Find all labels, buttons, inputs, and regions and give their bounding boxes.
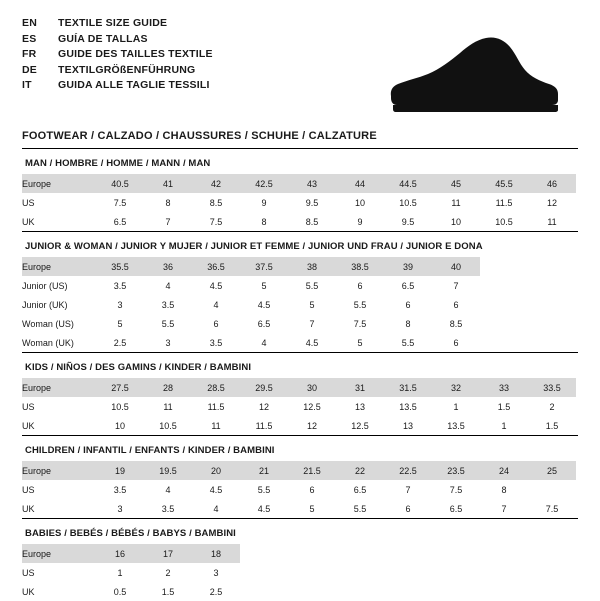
size-cell: 11 <box>547 216 557 227</box>
size-cell: 36.5 <box>192 257 240 276</box>
section-title: JUNIOR & WOMAN / JUNIOR Y MUJER / JUNIOR ET FEMME / JUNIOR UND FRAU / JUNIOR E DONA <box>25 241 483 252</box>
size-cell: 7 <box>453 280 459 291</box>
size-section <box>22 148 578 231</box>
size-cell: 12.5 <box>351 420 369 431</box>
size-cell: 10.5 <box>495 216 513 227</box>
size-cell: 10 <box>450 216 461 227</box>
row-label: Junior (UK) <box>22 299 68 310</box>
size-section <box>22 231 578 352</box>
size-cell: 12 <box>546 197 557 208</box>
size-table <box>22 378 576 435</box>
size-cell: 33 <box>480 378 528 397</box>
table-row <box>22 397 576 416</box>
size-cell: 7 <box>405 484 411 495</box>
language-code: EN <box>22 17 37 29</box>
size-cell: 4.5 <box>305 337 319 348</box>
size-cell: 46 <box>528 174 576 193</box>
size-cell: 1 <box>453 401 459 412</box>
size-cell: 27.5 <box>96 378 144 397</box>
size-cell: 12 <box>258 401 269 412</box>
section-title: KIDS / NIÑOS / DES GAMINS / KINDER / BAMBINI <box>25 362 252 373</box>
table-row <box>22 544 240 563</box>
size-cell: 9.5 <box>305 197 319 208</box>
size-cell: 2.5 <box>209 586 223 597</box>
size-cell: 6.5 <box>113 216 127 227</box>
size-cell: 8 <box>165 197 171 208</box>
size-cell: 21 <box>240 461 288 480</box>
language-title: GUIDA ALLE TAGLIE TESSILI <box>58 79 210 91</box>
language-row <box>22 63 213 79</box>
row-label: Woman (UK) <box>22 337 74 348</box>
size-cell: 24 <box>480 461 528 480</box>
size-cell: 39 <box>384 257 432 276</box>
size-cell: 23.5 <box>432 461 480 480</box>
size-cell: 10 <box>114 420 125 431</box>
table-row <box>22 582 240 601</box>
size-cell: 17 <box>144 544 192 563</box>
size-cell: 9 <box>357 216 363 227</box>
size-cell: 10.5 <box>159 420 177 431</box>
size-cell: 20 <box>192 461 240 480</box>
size-cell: 16 <box>96 544 144 563</box>
language-row <box>22 32 213 48</box>
size-cell: 6.5 <box>449 503 463 514</box>
size-cell: 4 <box>213 299 219 310</box>
size-cell: 1.5 <box>497 401 511 412</box>
row-label: Europe <box>22 461 96 480</box>
size-cell: 8 <box>405 318 411 329</box>
size-cell: 1 <box>501 420 507 431</box>
size-cell: 5 <box>261 280 267 291</box>
language-row <box>22 16 213 32</box>
size-cell: 3.5 <box>113 484 127 495</box>
table-row <box>22 416 576 435</box>
row-label: Europe <box>22 174 96 193</box>
row-label: UK <box>22 503 35 514</box>
size-cell: 9.5 <box>401 216 415 227</box>
size-table <box>22 174 576 231</box>
size-cell: 22 <box>336 461 384 480</box>
size-cell: 45.5 <box>480 174 528 193</box>
language-title: TEXTILE SIZE GUIDE <box>58 17 168 29</box>
document-header <box>22 16 578 117</box>
size-cell <box>528 480 576 499</box>
size-cell: 5.5 <box>305 280 319 291</box>
table-row <box>22 333 480 352</box>
section-title: MAN / HOMBRE / HOMME / MANN / MAN <box>25 158 211 169</box>
size-cell: 11 <box>211 420 221 431</box>
size-cell: 8 <box>261 216 267 227</box>
size-cell: 4 <box>165 484 171 495</box>
size-cell: 36 <box>144 257 192 276</box>
size-cell: 3.5 <box>209 337 223 348</box>
size-cell: 7.5 <box>353 318 367 329</box>
size-cell: 7.5 <box>449 484 463 495</box>
size-cell: 44 <box>336 174 384 193</box>
row-label: Europe <box>22 378 96 397</box>
size-cell: 43 <box>288 174 336 193</box>
language-row <box>22 47 213 63</box>
size-cell: 32 <box>432 378 480 397</box>
size-cell: 4.5 <box>257 503 271 514</box>
size-cell: 7.5 <box>209 216 223 227</box>
size-cell: 0.5 <box>113 586 127 597</box>
size-cell: 29.5 <box>240 378 288 397</box>
size-cell: 28 <box>144 378 192 397</box>
size-cell: 11.5 <box>495 197 513 208</box>
size-cell: 6 <box>453 299 459 310</box>
size-cell: 6 <box>405 503 411 514</box>
size-cell: 6 <box>453 337 459 348</box>
size-cell: 13 <box>402 420 413 431</box>
size-cell: 2.5 <box>113 337 127 348</box>
size-cell: 41 <box>144 174 192 193</box>
size-cell: 42 <box>192 174 240 193</box>
section-title: BABIES / BEBÉS / BÉBÉS / BABYS / BAMBINI <box>25 528 236 539</box>
row-label: Europe <box>22 257 96 276</box>
size-cell: 38.5 <box>336 257 384 276</box>
table-row <box>22 295 480 314</box>
language-code: FR <box>22 48 37 60</box>
row-label: US <box>22 401 35 412</box>
size-cell: 40.5 <box>96 174 144 193</box>
size-cell: 8 <box>501 484 507 495</box>
size-cell: 3 <box>117 503 123 514</box>
row-label: UK <box>22 586 35 597</box>
size-cell: 31.5 <box>384 378 432 397</box>
size-cell: 2 <box>549 401 555 412</box>
size-table <box>22 544 240 601</box>
size-cell: 5 <box>117 318 123 329</box>
size-cell: 18 <box>192 544 240 563</box>
language-code: DE <box>22 63 37 76</box>
size-cell: 35.5 <box>96 257 144 276</box>
size-cell: 4 <box>213 503 219 514</box>
row-label: UK <box>22 216 35 227</box>
size-cell: 2 <box>165 567 171 578</box>
table-row <box>22 276 480 295</box>
size-cell: 11 <box>451 197 461 208</box>
size-section <box>22 518 578 601</box>
size-cell: 8.5 <box>305 216 319 227</box>
size-cell: 11.5 <box>255 420 273 431</box>
size-cell: 5 <box>309 503 315 514</box>
row-label: Europe <box>22 544 96 563</box>
size-cell: 11.5 <box>207 401 225 412</box>
language-title: GUIDE DES TAILLES TEXTILE <box>58 48 213 60</box>
table-row <box>22 257 480 276</box>
size-cell: 8.5 <box>209 197 223 208</box>
row-label: US <box>22 197 35 208</box>
size-cell: 6 <box>309 484 315 495</box>
size-cell: 22.5 <box>384 461 432 480</box>
size-cell: 3.5 <box>113 280 127 291</box>
size-cell: 10.5 <box>111 401 129 412</box>
size-cell: 5.5 <box>353 299 367 310</box>
size-cell: 30 <box>288 378 336 397</box>
size-cell: 6.5 <box>401 280 415 291</box>
size-tables <box>22 148 578 601</box>
size-cell: 1.5 <box>545 420 559 431</box>
size-cell: 7 <box>309 318 315 329</box>
size-cell: 5 <box>357 337 363 348</box>
row-label: Junior (US) <box>22 280 68 291</box>
language-code: IT <box>22 79 32 91</box>
size-cell: 44.5 <box>384 174 432 193</box>
language-row <box>22 78 213 94</box>
row-label: US <box>22 484 35 495</box>
size-cell: 5 <box>309 299 315 310</box>
size-cell: 33.5 <box>528 378 576 397</box>
table-row <box>22 212 576 231</box>
size-cell: 12.5 <box>303 401 321 412</box>
size-cell: 19 <box>96 461 144 480</box>
size-cell: 7 <box>501 503 507 514</box>
size-cell: 3 <box>117 299 123 310</box>
size-cell: 38 <box>288 257 336 276</box>
size-cell: 13.5 <box>447 420 465 431</box>
size-cell: 10 <box>354 197 365 208</box>
table-row <box>22 314 480 333</box>
dress-shoe-silhouette-icon <box>384 34 560 117</box>
size-cell: 6 <box>213 318 219 329</box>
table-row <box>22 563 240 582</box>
size-cell: 10.5 <box>399 197 417 208</box>
size-section <box>22 435 578 518</box>
table-row <box>22 480 576 499</box>
size-cell: 8.5 <box>449 318 463 329</box>
table-row <box>22 193 576 212</box>
size-cell: 4.5 <box>209 484 223 495</box>
size-section <box>22 352 578 435</box>
size-cell: 37.5 <box>240 257 288 276</box>
table-row <box>22 174 576 193</box>
language-title: TEXTILGRÖßENFÜHRUNG <box>58 63 196 76</box>
table-row <box>22 378 576 397</box>
category-line: FOOTWEAR / CALZADO / CHAUSSURES / SCHUHE / CALZATURE <box>22 130 377 142</box>
size-cell: 5.5 <box>257 484 271 495</box>
size-cell: 5.5 <box>161 318 175 329</box>
size-cell: 4 <box>261 337 267 348</box>
language-title: GUÍA DE TALLAS <box>58 32 148 45</box>
size-cell: 45 <box>432 174 480 193</box>
size-cell: 31 <box>336 378 384 397</box>
row-label: US <box>22 567 35 578</box>
table-row <box>22 499 576 518</box>
size-cell: 3 <box>213 567 219 578</box>
size-cell: 25 <box>528 461 576 480</box>
size-table <box>22 257 480 352</box>
size-cell: 7.5 <box>545 503 559 514</box>
size-cell: 7.5 <box>113 197 127 208</box>
size-cell: 42.5 <box>240 174 288 193</box>
size-cell: 7 <box>165 216 171 227</box>
size-cell: 19.5 <box>144 461 192 480</box>
size-cell: 5.5 <box>353 503 367 514</box>
size-table <box>22 461 576 518</box>
section-title: CHILDREN / INFANTIL / ENFANTS / KINDER / BAMBINI <box>25 445 275 456</box>
size-cell: 6 <box>405 299 411 310</box>
size-cell: 9 <box>261 197 267 208</box>
size-cell: 6.5 <box>353 484 367 495</box>
size-cell: 3.5 <box>161 503 175 514</box>
size-cell: 4 <box>165 280 171 291</box>
size-cell: 11 <box>163 401 173 412</box>
size-cell: 1.5 <box>161 586 175 597</box>
table-row <box>22 461 576 480</box>
row-label: UK <box>22 420 35 431</box>
size-cell: 40 <box>432 257 480 276</box>
language-title-list <box>22 16 213 94</box>
size-cell: 13 <box>354 401 365 412</box>
size-cell: 13.5 <box>399 401 417 412</box>
size-cell: 21.5 <box>288 461 336 480</box>
size-cell: 6 <box>357 280 363 291</box>
size-cell: 3.5 <box>161 299 175 310</box>
size-cell: 3 <box>165 337 171 348</box>
size-cell: 4.5 <box>209 280 223 291</box>
size-cell: 28.5 <box>192 378 240 397</box>
row-label: Woman (US) <box>22 318 74 329</box>
size-cell: 12 <box>306 420 317 431</box>
size-cell: 4.5 <box>257 299 271 310</box>
language-code: ES <box>22 32 37 45</box>
size-cell: 1 <box>117 567 123 578</box>
size-cell: 5.5 <box>401 337 415 348</box>
size-cell: 6.5 <box>257 318 271 329</box>
